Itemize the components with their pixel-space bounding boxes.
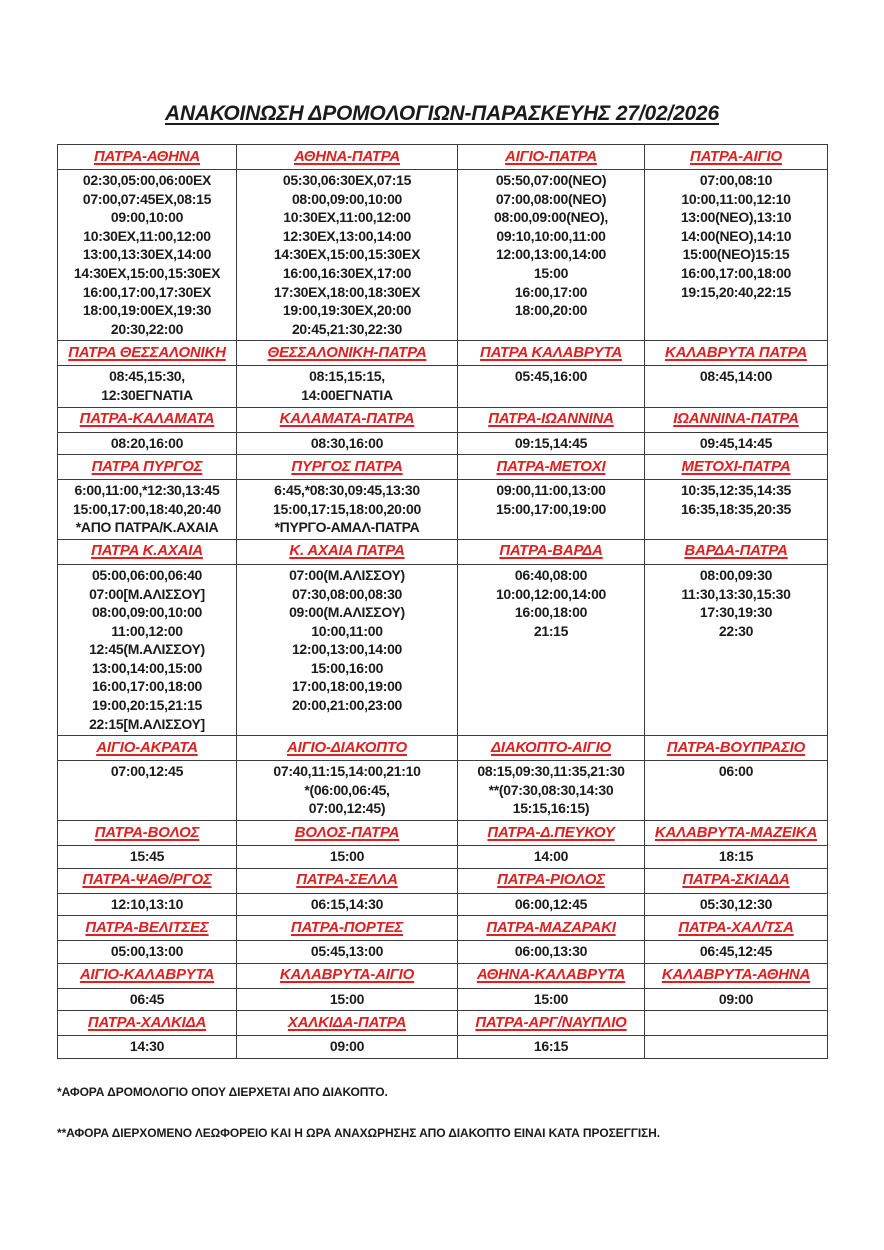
- time-line: 20:45,21:30,22:30: [291, 320, 403, 337]
- time-line: 05:50,07:00(ΝΕΟ): [495, 172, 607, 188]
- times-cell: [458, 893, 645, 916]
- time-line: 05:45,13:00: [310, 943, 384, 960]
- route-label: ΙΩΑΝΝΙΝΑ-ΠΑΤΡΑ: [673, 410, 799, 428]
- route-label: ΠΑΤΡΑ-ΜΕΤΟΧΙ: [496, 457, 606, 475]
- route-label: ΠΑΤΡΑ Κ.ΑΧΑΙΑ: [91, 542, 203, 560]
- route-label: ΚΑΛΑΒΡΥΤΑ ΠΑΤΡΑ: [665, 343, 807, 361]
- route-header-cell: [58, 736, 237, 761]
- time-line: 14:30: [129, 1038, 165, 1055]
- time-line: 09:00(Μ.ΑΛΙΣΣΟΥ): [289, 604, 405, 621]
- route-header-cell: [458, 868, 645, 893]
- time-line: 18:00,19:00EX,19:30: [82, 302, 212, 319]
- route-header-cell: [58, 1011, 237, 1036]
- route-header-row: [58, 341, 828, 366]
- times-cell: [458, 846, 645, 869]
- time-line: 19:00,19:30EX,20:00: [282, 302, 412, 319]
- footnote-single-asterisk: *ΑΦΟΡΑ ΔΡΟΜΟΛΟΓΙΟ ΟΠΟΥ ΔΙΕΡΧΕΤΑΙ ΑΠΟ ΔΙΑΚΟΠΤΟ.: [57, 1085, 388, 1099]
- route-label: ΠΑΤΡΑ-ΣΕΛΛΑ: [296, 871, 398, 889]
- time-line: 10:00,12:00,14:00: [495, 585, 607, 602]
- time-line: 08:00,09:00,10:00: [91, 604, 203, 621]
- time-line: 15:00: [533, 264, 569, 281]
- route-header-cell: [237, 963, 458, 988]
- time-line: 14:00(ΝΕΟ),14:10: [680, 227, 792, 244]
- time-line: 16:00,16:30EX,17:00: [282, 264, 412, 281]
- route-header-cell: [645, 736, 828, 761]
- time-line: 20:00,21:00,23:00: [291, 697, 403, 714]
- times-cell: [645, 366, 828, 407]
- time-line: 18:00,20:00: [514, 302, 588, 319]
- route-header-row: [58, 736, 828, 761]
- timetable: [57, 144, 828, 1059]
- time-line: 16:35,18:35,20:35: [680, 500, 792, 517]
- time-line: 05:00,13:00: [110, 943, 184, 960]
- times-cell: [237, 1036, 458, 1059]
- time-line: 14:30EX,15:00,15:30EX: [273, 246, 421, 263]
- time-line: 09:00,11:00,13:00: [496, 482, 606, 499]
- route-label: ΠΑΤΡΑ-ΙΩΑΝΝΙΝΑ: [488, 410, 614, 428]
- times-cell: [58, 761, 237, 821]
- times-row: [58, 941, 828, 964]
- route-label: ΧΑΛΚΙΔΑ-ΠΑΤΡΑ: [287, 1013, 407, 1031]
- route-header-cell: [237, 455, 458, 480]
- route-header-cell: [458, 145, 645, 170]
- times-cell: [645, 564, 828, 735]
- route-label: ΠΑΤΡΑ-Δ.ΠΕΥΚΟΥ: [487, 823, 615, 841]
- time-line: 07:00,12:45: [110, 763, 184, 780]
- time-line: 15:00,17:15,18:00,20:00: [273, 500, 421, 517]
- time-line: 15:00: [329, 990, 365, 1007]
- times-cell: [237, 432, 458, 455]
- route-header-cell: [645, 916, 828, 941]
- time-line: 15:00,17:00,18:40,20:40: [73, 500, 221, 517]
- time-line: 10:30EX,11:00,12:00: [283, 209, 411, 226]
- times-row: [58, 893, 828, 916]
- footnote-double-asterisk: **ΑΦΟΡΑ ΔΙΕΡΧΟΜΕΝΟ ΛΕΩΦΟΡΕΙΟ ΚΑΙ Η ΩΡΑ ΑΝΑΧΩΡΗΣΗΣ ΑΠΟ ΔΙΑΚΟΠΤΟ ΕΙΝΑΙ ΚΑΤΑ ΠΡΟΣΕΓΓΙΣΗ.: [57, 1126, 660, 1140]
- times-cell: [458, 761, 645, 821]
- time-line: 15:15,16:15): [512, 800, 590, 817]
- route-label: ΠΑΤΡΑ-ΚΑΛΑΜΑΤΑ: [79, 410, 215, 428]
- times-row: [58, 564, 828, 735]
- timetable-body: [58, 145, 828, 1059]
- time-line: 6:00,11:00,*12:30,13:45: [74, 482, 220, 499]
- time-line: 12:00,13:00,14:00: [495, 246, 607, 263]
- times-cell: [58, 846, 237, 869]
- times-row: [58, 170, 828, 341]
- time-line: *(06:00,06:45,: [304, 781, 390, 798]
- route-header-cell: [645, 455, 828, 480]
- route-header-cell: [458, 963, 645, 988]
- time-line: 07:00,12:45): [308, 800, 386, 817]
- time-line: 15:45: [129, 848, 165, 865]
- route-header-cell: [458, 916, 645, 941]
- time-line: 14:30EX,15:00,15:30EX: [73, 264, 221, 281]
- time-line: 11:30,13:30,15:30: [681, 585, 791, 602]
- times-cell: [237, 941, 458, 964]
- times-cell: [645, 846, 828, 869]
- times-cell: [237, 366, 458, 407]
- times-cell: [237, 893, 458, 916]
- route-label: ΚΑΛΑΒΡΥΤΑ-ΜΑΖΕΙΚΑ: [654, 823, 818, 841]
- route-header-cell: [237, 868, 458, 893]
- page-title: ΑΝΑΚΟΙΝΩΣΗ ΔΡΟΜΟΛΟΓΙΩΝ-ΠΑΡΑΣΚΕΥΗΣ 27/02/2026: [165, 102, 719, 125]
- time-line: 12:30ΕΓΝΑΤΙΑ: [101, 386, 193, 403]
- route-header-row: [58, 145, 828, 170]
- route-label: ΜΕΤΟΧΙ-ΠΑΤΡΑ: [681, 457, 791, 475]
- times-row: [58, 1036, 828, 1059]
- time-line: 15:00: [533, 990, 569, 1007]
- route-label: ΠΑΤΡΑ-ΡΙΟΛΟΣ: [497, 871, 605, 889]
- time-line: **(07:30,08:30,14:30: [488, 781, 614, 798]
- time-line: 07:40,11:15,14:00,21:10: [273, 763, 421, 780]
- route-header-cell: [645, 539, 828, 564]
- route-label: ΑΙΓΙΟ-ΚΑΛΑΒΡΥΤΑ: [79, 966, 215, 984]
- route-header-row: [58, 407, 828, 432]
- time-line: 07:00(Μ.ΑΛΙΣΣΟΥ): [289, 566, 405, 583]
- route-header-cell: [237, 407, 458, 432]
- times-cell: [58, 1036, 237, 1059]
- time-line: 10:35,12:35,14:35: [680, 482, 792, 499]
- route-header-cell: [237, 821, 458, 846]
- times-cell: [458, 480, 645, 540]
- time-line: 18:15: [718, 848, 754, 865]
- route-header-cell-empty: [645, 1011, 828, 1036]
- route-header-cell: [458, 539, 645, 564]
- time-line: 12:10,13:10: [110, 895, 184, 912]
- route-label: ΠΑΤΡΑ-ΨΑΘ/ΡΓΟΣ: [82, 871, 212, 889]
- times-cell: [58, 988, 237, 1011]
- times-cell: [237, 988, 458, 1011]
- route-label: ΑΙΓΙΟ-ΔΙΑΚΟΠΤΟ: [287, 738, 407, 756]
- route-header-cell: [237, 539, 458, 564]
- times-row: [58, 480, 828, 540]
- time-line: 12:30EX,13:00,14:00: [282, 227, 412, 244]
- route-label: ΠΑΤΡΑ-ΜΑΖΑΡΑΚΙ: [486, 918, 616, 936]
- route-header-cell: [58, 455, 237, 480]
- route-label: ΠΑΤΡΑ-ΣΚΙΑΔΑ: [682, 871, 790, 889]
- route-header-cell: [58, 341, 237, 366]
- route-label: ΠΑΤΡΑ ΚΑΛΑΒΡΥΤΑ: [480, 343, 622, 361]
- route-label: ΠΑΤΡΑ-ΑΡΓ/ΝΑΥΠΛΙΟ: [475, 1013, 627, 1031]
- times-cell: [645, 893, 828, 916]
- time-line: 07:00,07:45EX,08:15: [82, 190, 212, 207]
- route-label: ΠΑΤΡΑ-ΧΑΛ/ΤΣΑ: [678, 918, 794, 936]
- times-row: [58, 761, 828, 821]
- times-cell: [58, 564, 237, 735]
- route-label: ΠΑΤΡΑ-ΒΟΛΟΣ: [94, 823, 200, 841]
- route-label: ΚΑΛΑΒΡΥΤΑ-ΑΙΓΙΟ: [279, 966, 415, 984]
- time-line: 09:00: [329, 1038, 365, 1055]
- route-label: ΠΥΡΓΟΣ ΠΑΤΡΑ: [291, 457, 403, 475]
- time-line: 07:00,08:00(ΝΕΟ): [495, 190, 607, 207]
- route-header-row: [58, 1011, 828, 1036]
- time-line: 05:30,06:30EX,07:15: [282, 172, 412, 188]
- route-label: ΠΑΤΡΑ ΠΥΡΓΟΣ: [91, 457, 203, 475]
- time-line: 07:30,08:00,08:30: [291, 585, 403, 602]
- times-cell-empty: [645, 1036, 828, 1059]
- times-cell: [58, 480, 237, 540]
- time-line: 09:00,10:00: [110, 209, 184, 226]
- route-header-cell: [58, 916, 237, 941]
- route-header-cell: [58, 821, 237, 846]
- times-cell: [458, 1036, 645, 1059]
- time-line: 16:00,18:00: [514, 604, 588, 621]
- time-line: 06:15,14:30: [310, 895, 384, 912]
- time-line: 12:00,13:00,14:00: [291, 641, 403, 658]
- route-header-cell: [458, 455, 645, 480]
- route-header-row: [58, 821, 828, 846]
- route-header-row: [58, 455, 828, 480]
- time-line: 08:15,15:15,: [309, 368, 385, 385]
- time-line: 08:00,09:00,10:00: [291, 190, 403, 207]
- time-line: *ΠΥΡΓΟ-ΑΜΑΛ-ΠΑΤΡΑ: [274, 519, 420, 536]
- times-row: [58, 432, 828, 455]
- times-row: [58, 366, 828, 407]
- time-line: 05:30,12:30: [699, 895, 773, 912]
- time-line: 14:00: [533, 848, 569, 865]
- times-cell: [458, 432, 645, 455]
- time-line: 17:30,19:30: [699, 604, 773, 621]
- route-header-row: [58, 868, 828, 893]
- route-label: ΠΑΤΡΑ-ΑΘΗΝΑ: [93, 147, 201, 165]
- time-line: 07:00,08:10: [699, 172, 773, 188]
- route-header-cell: [58, 407, 237, 432]
- route-header-cell: [237, 341, 458, 366]
- time-line: 6:45,*08:30,09:45,13:30: [274, 482, 420, 499]
- route-header-cell: [237, 145, 458, 170]
- route-label: ΠΑΤΡΑ-ΒΕΛΙΤΣΕΣ: [85, 918, 209, 936]
- times-cell: [58, 366, 237, 407]
- time-line: 06:45,12:45: [699, 943, 773, 960]
- time-line: 13:00,14:00,15:00: [91, 659, 203, 676]
- route-header-cell: [645, 821, 828, 846]
- route-header-cell: [458, 407, 645, 432]
- route-header-row: [58, 916, 828, 941]
- times-cell: [237, 564, 458, 735]
- times-cell: [458, 988, 645, 1011]
- time-line: 05:00,06:00,06:40: [91, 566, 203, 583]
- route-header-cell: [645, 868, 828, 893]
- time-line: 16:00,17:00,18:00: [91, 678, 203, 695]
- time-line: 16:00,17:00,17:30EX: [82, 283, 212, 300]
- time-line: 13:00,13:30EX,14:00: [82, 246, 212, 263]
- time-line: 15:00,16:00: [310, 659, 384, 676]
- route-label: ΠΑΤΡΑ ΘΕΣΣΑΛΟΝΙΚΗ: [68, 343, 226, 361]
- route-header-cell: [458, 341, 645, 366]
- times-cell: [645, 432, 828, 455]
- time-line: 19:15,20:40,22:15: [680, 283, 792, 300]
- times-cell: [645, 988, 828, 1011]
- route-header-cell: [58, 145, 237, 170]
- times-row: [58, 846, 828, 869]
- time-line: 11:00,12:00: [111, 622, 183, 639]
- route-header-cell: [58, 539, 237, 564]
- route-label: ΑΘΗΝΑ-ΠΑΤΡΑ: [293, 147, 401, 165]
- route-header-cell: [58, 868, 237, 893]
- time-line: 16:00,17:00: [514, 283, 588, 300]
- time-line: 09:15,14:45: [514, 434, 588, 451]
- time-line: 10:00,11:00,12:10: [681, 190, 791, 207]
- time-line: 17:30EX,18:00,18:30EX: [273, 283, 421, 300]
- time-line: 09:00: [718, 990, 754, 1007]
- times-cell: [237, 170, 458, 341]
- times-cell: [237, 846, 458, 869]
- time-line: 17:00,18:00,19:00: [291, 678, 403, 695]
- route-header-cell: [458, 736, 645, 761]
- time-line: 10:00,11:00: [311, 622, 383, 639]
- time-line: 08:00,09:30: [699, 566, 773, 583]
- times-cell: [58, 170, 237, 341]
- route-label: ΚΑΛΑΒΡΥΤΑ-ΑΘΗΝΑ: [661, 966, 811, 984]
- time-line: 16:00,17:00,18:00: [680, 264, 792, 281]
- times-cell: [458, 564, 645, 735]
- route-label: ΔΙΑΚΟΠΤΟ-ΑΙΓΙΟ: [491, 738, 611, 756]
- times-cell: [58, 941, 237, 964]
- route-header-cell: [58, 963, 237, 988]
- time-line: 08:45,14:00: [699, 368, 773, 385]
- route-header-cell: [645, 145, 828, 170]
- time-line: 08:00,09:00(ΝΕΟ),: [494, 209, 608, 226]
- time-line: 08:45,15:30,: [109, 368, 185, 385]
- time-line: 15:00(ΝΕΟ)15:15: [682, 246, 790, 263]
- time-line: 13:00(ΝΕΟ),13:10: [680, 209, 792, 226]
- time-line: 08:20,16:00: [110, 434, 184, 451]
- route-label: ΠΑΤΡΑ-ΧΑΛΚΙΔΑ: [87, 1013, 207, 1031]
- route-header-cell: [237, 916, 458, 941]
- times-cell: [237, 761, 458, 821]
- times-cell: [458, 941, 645, 964]
- time-line: 06:00: [718, 763, 754, 780]
- time-line: 10:30EX,11:00,12:00: [83, 227, 211, 244]
- route-header-cell: [237, 736, 458, 761]
- time-line: 06:40,08:00: [514, 566, 588, 583]
- time-line: 20:30,22:00: [110, 320, 184, 337]
- time-line: 07:00[Μ.ΑΛΙΣΣΟΥ]: [89, 585, 205, 602]
- route-label: ΚΑΛΑΜΑΤΑ-ΠΑΤΡΑ: [279, 410, 415, 428]
- times-cell: [645, 761, 828, 821]
- time-line: 21:15: [533, 622, 569, 639]
- route-label: Κ. ΑΧΑΙΑ ΠΑΤΡΑ: [289, 542, 405, 560]
- time-line: 14:00ΕΓΝΑΤΙΑ: [301, 386, 393, 403]
- times-cell: [58, 432, 237, 455]
- time-line: 15:00,17:00,19:00: [495, 500, 607, 517]
- times-cell: [458, 170, 645, 341]
- times-cell: [58, 893, 237, 916]
- time-line: 22:30: [718, 622, 754, 639]
- route-label: ΒΑΡΔΑ-ΠΑΤΡΑ: [684, 542, 788, 560]
- route-label: ΑΙΓΙΟ-ΠΑΤΡΑ: [505, 147, 597, 165]
- time-line: 22:15[Μ.ΑΛΙΣΣΟΥ]: [89, 715, 205, 732]
- route-header-row: [58, 963, 828, 988]
- time-line: 02:30,05:00,06:00EX: [82, 172, 212, 188]
- route-label: ΑΘΗΝΑ-ΚΑΛΑΒΡΥΤΑ: [476, 966, 626, 984]
- route-header-cell: [458, 1011, 645, 1036]
- times-row: [58, 988, 828, 1011]
- route-header-cell: [645, 963, 828, 988]
- route-label: ΠΑΤΡΑ-ΒΑΡΔΑ: [499, 542, 603, 560]
- time-line: 15:00: [329, 848, 365, 865]
- route-label: ΑΙΓΙΟ-ΑΚΡΑΤΑ: [96, 738, 198, 756]
- time-line: 08:15,09:30,11:35,21:30: [477, 763, 625, 780]
- route-label: ΘΕΣΣΑΛΟΝΙΚΗ-ΠΑΤΡΑ: [267, 343, 427, 361]
- time-line: 08:30,16:00: [310, 434, 384, 451]
- times-cell: [645, 480, 828, 540]
- time-line: 06:00,13:30: [514, 943, 588, 960]
- time-line: *ΑΠΟ ΠΑΤΡΑ/Κ.ΑΧΑΙΑ: [75, 519, 219, 536]
- route-label: ΠΑΤΡΑ-ΑΙΓΙΟ: [690, 147, 782, 165]
- route-header-cell: [645, 341, 828, 366]
- route-header-cell: [645, 407, 828, 432]
- route-label: ΒΟΛΟΣ-ΠΑΤΡΑ: [294, 823, 400, 841]
- time-line: 19:00,20:15,21:15: [91, 697, 203, 714]
- times-cell: [645, 941, 828, 964]
- times-cell: [237, 480, 458, 540]
- time-line: 09:10,10:00,11:00: [496, 227, 606, 244]
- times-cell: [458, 366, 645, 407]
- route-header-cell: [237, 1011, 458, 1036]
- route-header-cell: [458, 821, 645, 846]
- times-cell: [645, 170, 828, 341]
- time-line: 06:00,12:45: [514, 895, 588, 912]
- time-line: 06:45: [129, 990, 165, 1007]
- route-label: ΠΑΤΡΑ-ΒΟΥΠΡΑΣΙΟ: [666, 738, 806, 756]
- time-line: 05:45,16:00: [514, 368, 588, 385]
- route-label: ΠΑΤΡΑ-ΠΟΡΤΕΣ: [290, 918, 404, 936]
- time-line: 09:45,14:45: [699, 434, 773, 451]
- time-line: 16:15: [533, 1038, 569, 1055]
- time-line: 12:45(Μ.ΑΛΙΣΣΟΥ): [89, 641, 205, 658]
- route-header-row: [58, 539, 828, 564]
